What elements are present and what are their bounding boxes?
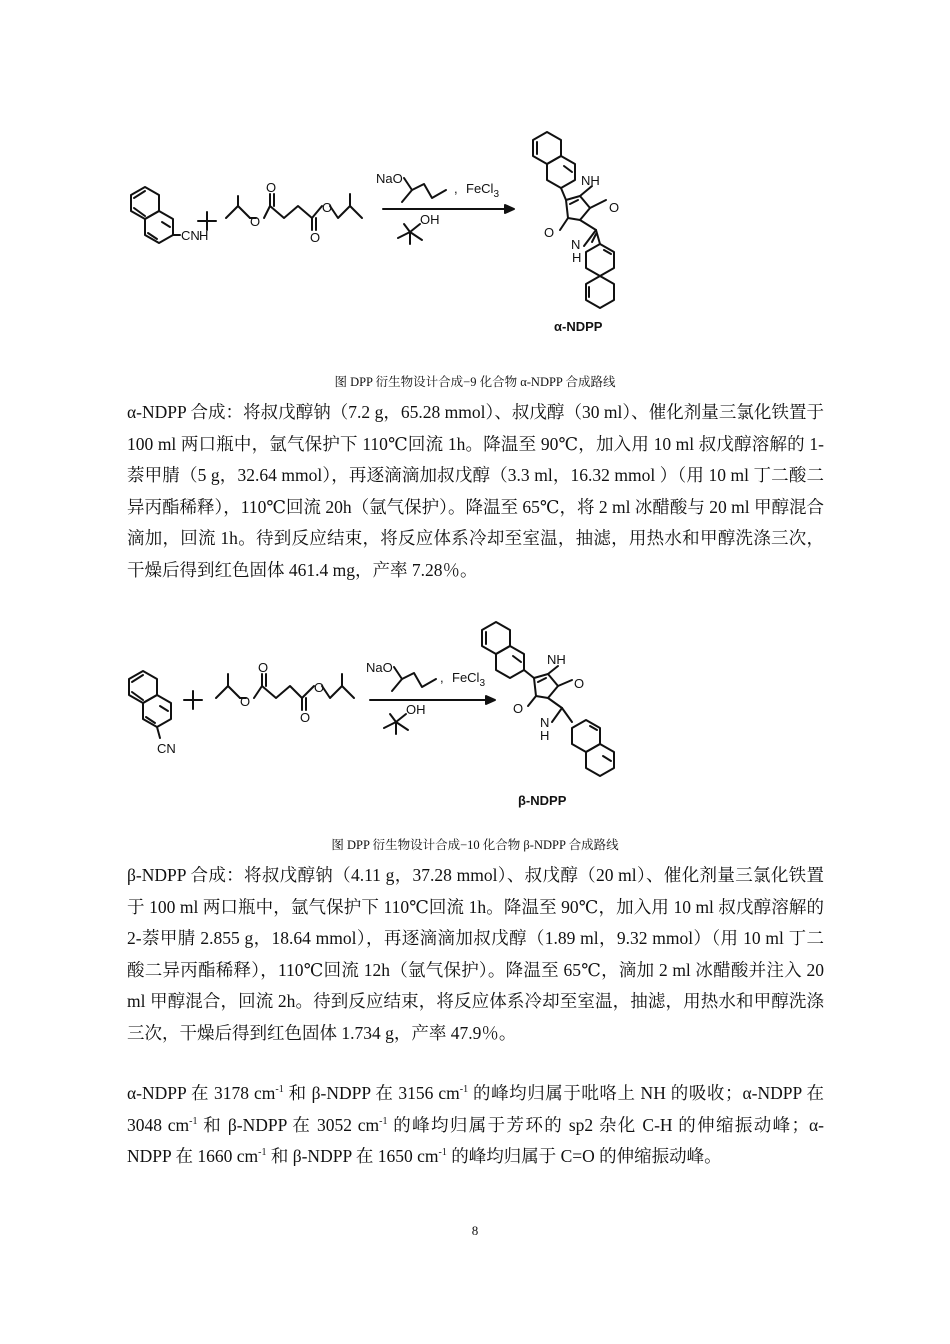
product2-o-left-label: O xyxy=(513,701,524,716)
reaction-scheme-1 xyxy=(0,120,950,350)
paragraph-alpha-synthesis: α-NDPP 合成：将叔戊醇钠（7.2 g，65.28 mmol）、叔戊醇（30 ml）、催化剂量三氯化铁置于 100 ml 两口瓶中，氩气保护下 110℃回流 1h。降温至 90℃，加入用 10 ml 叔戊醇溶解的 1-萘甲腈（5 g，32.64 mmol），再逐滴滴加叔戊醇（3.3 ml，16.32 mmol ）（用 10 ml 丁二酸二异丙酯稀释），110℃回流 20h（氩气保护）。降温至 65℃，将 2 ml 冰醋酸与 20 ml 甲醇混合滴加，回流 1h。待到反应结束，将反应体系冷却至室温，抽滤，用热水和甲醇洗涤三次，干燥后得到红色固体 461.4 mg，产率 7.28％。 xyxy=(127,402,824,580)
ester-o-label-4: O xyxy=(322,200,333,215)
alpha-ndpp-structure xyxy=(533,132,614,308)
naphthonitrile-2-structure xyxy=(129,671,171,738)
reactant-cn-label: CN xyxy=(181,228,200,243)
solvent-oh-label-2: OH xyxy=(406,702,426,717)
reactant-cn-label-2: CN xyxy=(157,741,176,756)
paragraph-ir-analysis: α-NDPP 在 3178 $cm^{-1}$ 和 β-NDPP 在 3156 $cm^{-1}$ 的峰均归属于吡咯上 NH 的吸收；α-NDPP 在 3048 $cm^{-1}$ 和 β-NDPP 在 3052 $cm^{-1}$ 的峰均归属于芳环的 sp2 杂化 C-H 的伸缩振动峰；α-NDPP 在 1660 $cm^{-1}$ 和 β-NDPP 在 1650 $cm^{-1}$ 的峰均归属于 C=O 的伸缩振动峰。 xyxy=(127,1083,825,1166)
product-o-right-label: O xyxy=(609,200,620,215)
product-name-alpha: α-NDPP xyxy=(554,319,603,334)
product-o-left-label: O xyxy=(544,225,555,240)
naphthonitrile-1-structure xyxy=(131,187,180,243)
ester-o-label-3: O xyxy=(310,230,321,245)
page-number: 8 xyxy=(471,1223,479,1238)
product-nh-bottom-label: N xyxy=(571,237,581,252)
scheme-beta-ndpp xyxy=(0,610,950,815)
ester-o-label-2: O xyxy=(266,180,277,195)
product-h-bottom-label: H xyxy=(572,250,582,265)
ester2-o-label-1: O xyxy=(240,694,251,709)
reagent-fecl3-label: FeCl$_3$ xyxy=(466,181,500,200)
product2-nh-bottom-label: N xyxy=(540,715,550,730)
ester2-o-label-4: O xyxy=(314,680,325,695)
caption-scheme-1: 图 DPP 衍生物设计合成−9 化合物 α-NDPP 合成路线 xyxy=(334,375,616,389)
ester-o-label-1: O xyxy=(250,214,261,229)
caption-scheme-2: 图 DPP 衍生物设计合成−10 化合物 β-NDPP 合成路线 xyxy=(331,838,619,852)
product-nh-top-label: NH xyxy=(581,173,600,188)
diisopropyl-succinate-structure xyxy=(226,194,362,230)
product2-nh-top-label: NH xyxy=(547,652,566,667)
arrow-head xyxy=(505,205,514,213)
paragraph-beta-synthesis: β-NDPP 合成：将叔戊醇钠（4.11 g，37.28 mmol）、叔戊醇（20 ml）、催化剂量三氯化铁置于 100 ml 两口瓶中，氩气保护下 110℃回流 1h。降温至 90℃，加入用 10 ml 叔戊醇溶解的 2-萘甲腈 2.855 g，18.64 mmol），再逐滴滴加叔戊醇（1.89 ml，9.32 mmol）（用 10 ml 丁二酸二异丙酯稀释），110℃回流 12h（氩气保护）。降温至 65℃，滴加 2 ml 冰醋酸并注入 20 ml 甲醇混合，回流 2h。待到反应结束，将反应体系冷却至室温，抽滤，用热水和甲醇洗涤三次，干燥后得到红色固体 1.734 g，产率 47.9％。 xyxy=(127,865,824,1043)
product2-o-right-label: O xyxy=(574,676,585,691)
reagent-separator-2: , xyxy=(440,670,444,685)
diisopropyl-succinate-structure-2 xyxy=(216,674,354,710)
solvent-oh-label: OH xyxy=(420,212,440,227)
product2-h-bottom-label: H xyxy=(540,728,550,743)
beta-ndpp-structure xyxy=(482,622,614,776)
reagent-fecl3-label-2: FeCl$_3$ xyxy=(452,670,486,689)
reagent-separator: , xyxy=(454,181,458,196)
scheme-alpha-ndpp xyxy=(0,120,950,350)
ester2-o-label-2: O xyxy=(258,660,269,675)
ester2-o-label-3: O xyxy=(300,710,311,725)
reagent-nao-label: NaO xyxy=(376,171,403,186)
reactant-h-label: H xyxy=(199,228,209,243)
reaction-scheme-2 xyxy=(0,610,950,815)
arrow-head-2 xyxy=(486,696,495,704)
product-name-beta: β-NDPP xyxy=(518,793,567,808)
reagent-nao-label-2: NaO xyxy=(366,660,393,675)
